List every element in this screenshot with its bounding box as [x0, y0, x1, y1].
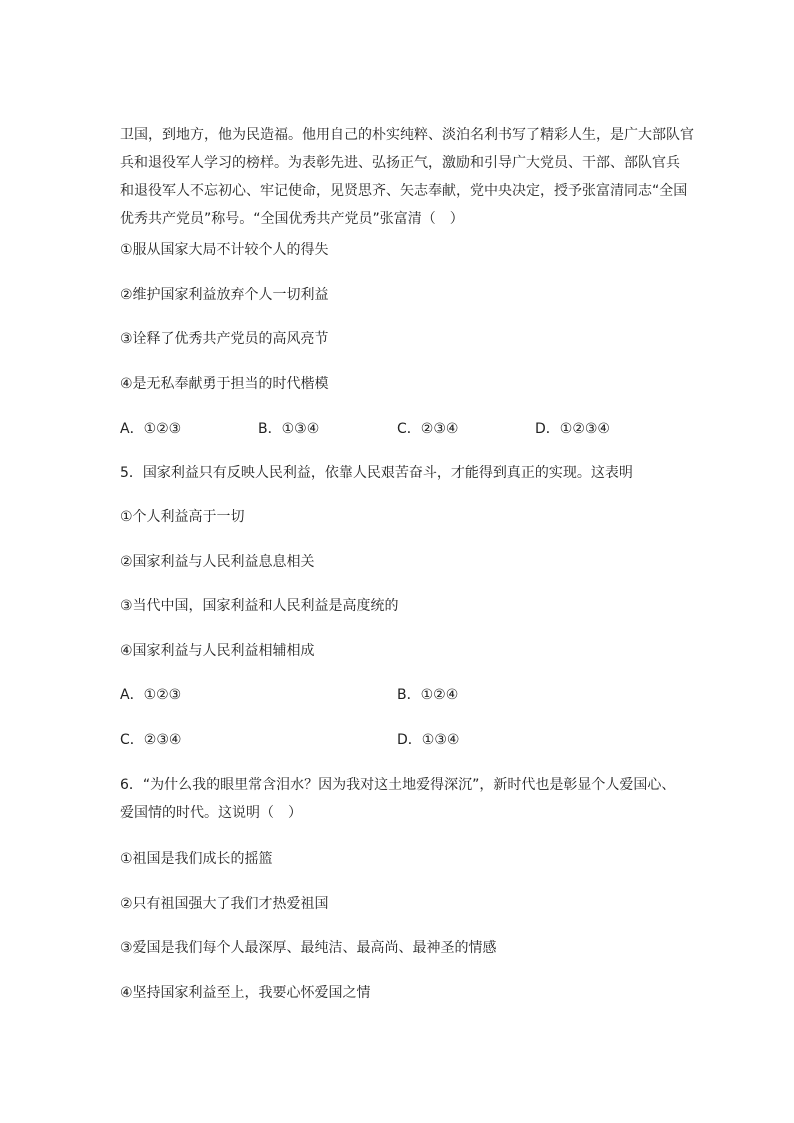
- q4-option-a[interactable]: A．①②③: [120, 421, 182, 437]
- q5-option-a[interactable]: A．①②③: [120, 687, 182, 703]
- q5-stem: 5．国家利益只有反映人民利益，依靠人民艰苦奋斗，才能得到真正的实现。这表明: [120, 465, 633, 481]
- q5-statement-2: ②国家利益与人民利益息息相关: [120, 554, 315, 570]
- q4-option-b[interactable]: B．①③④: [258, 421, 320, 437]
- q6-statement-2: ②只有祖国强大了我们才热爱祖国: [120, 896, 329, 912]
- q6-statement-1: ①祖国是我们成长的摇篮: [120, 851, 273, 867]
- q4-statement-1: ①服从国家大局不计较个人的得失: [120, 242, 329, 258]
- q5-option-b[interactable]: B．①②④: [397, 687, 459, 703]
- passage-line: 兵和退役军人学习的榜样。为表彰先进、弘扬正气，激励和引导广大党员、干部、部队官兵: [120, 155, 680, 171]
- q5-options-row-2: [120, 726, 680, 754]
- q4-option-d[interactable]: D．①②③④: [535, 421, 610, 437]
- q5-statement-3: ③当代中国，国家利益和人民利益是高度统的: [120, 598, 399, 614]
- q6-statement-3: ③爱国是我们每个人最深厚、最纯洁、最高尚、最神圣的情感: [120, 940, 497, 956]
- q5-statement-1: ①个人利益高于一切: [120, 509, 245, 525]
- q5-option-d[interactable]: D．①③④: [397, 732, 460, 748]
- q6-stem-line: 爱国情的时代。这说明（ ）: [120, 805, 302, 821]
- q5-statement-4: ④国家利益与人民利益相辅相成: [120, 643, 315, 659]
- q6-stem-line: 6．“为什么我的眼里常含泪水？因为我对这土地爱得深沉”，新时代也是彰显个人爱国心、: [120, 777, 676, 793]
- passage-line: 卫国，到地方，他为民造福。他用自己的朴实纯粹、淡泊名利书写了精彩人生，是广大部队官: [120, 127, 694, 143]
- q4-statement-2: ②维护国家利益放弃个人一切利益: [120, 287, 329, 303]
- q6-statement-4: ④坚持国家利益至上，我要心怀爱国之情: [120, 985, 371, 1001]
- q5-options-row-1: [120, 681, 680, 709]
- q4-statement-4: ④是无私奉献勇于担当的时代楷模: [120, 376, 329, 392]
- q4-option-c[interactable]: C．②③④: [397, 421, 459, 437]
- q4-statement-3: ③诠释了优秀共产党员的高风亮节: [120, 331, 329, 347]
- passage-line: 优秀共产党员”称号。“全国优秀共产党员”张富清（ ）: [120, 211, 464, 227]
- q6-stem: [120, 771, 680, 827]
- q4-options: [120, 415, 680, 443]
- passage-line: 和退役军人不忘初心、牢记使命，见贤思齐、矢志奉献，党中央决定，授予张富清同志“全国: [120, 183, 688, 199]
- q5-option-c[interactable]: C．②③④: [120, 732, 182, 748]
- q4-passage: [120, 121, 694, 233]
